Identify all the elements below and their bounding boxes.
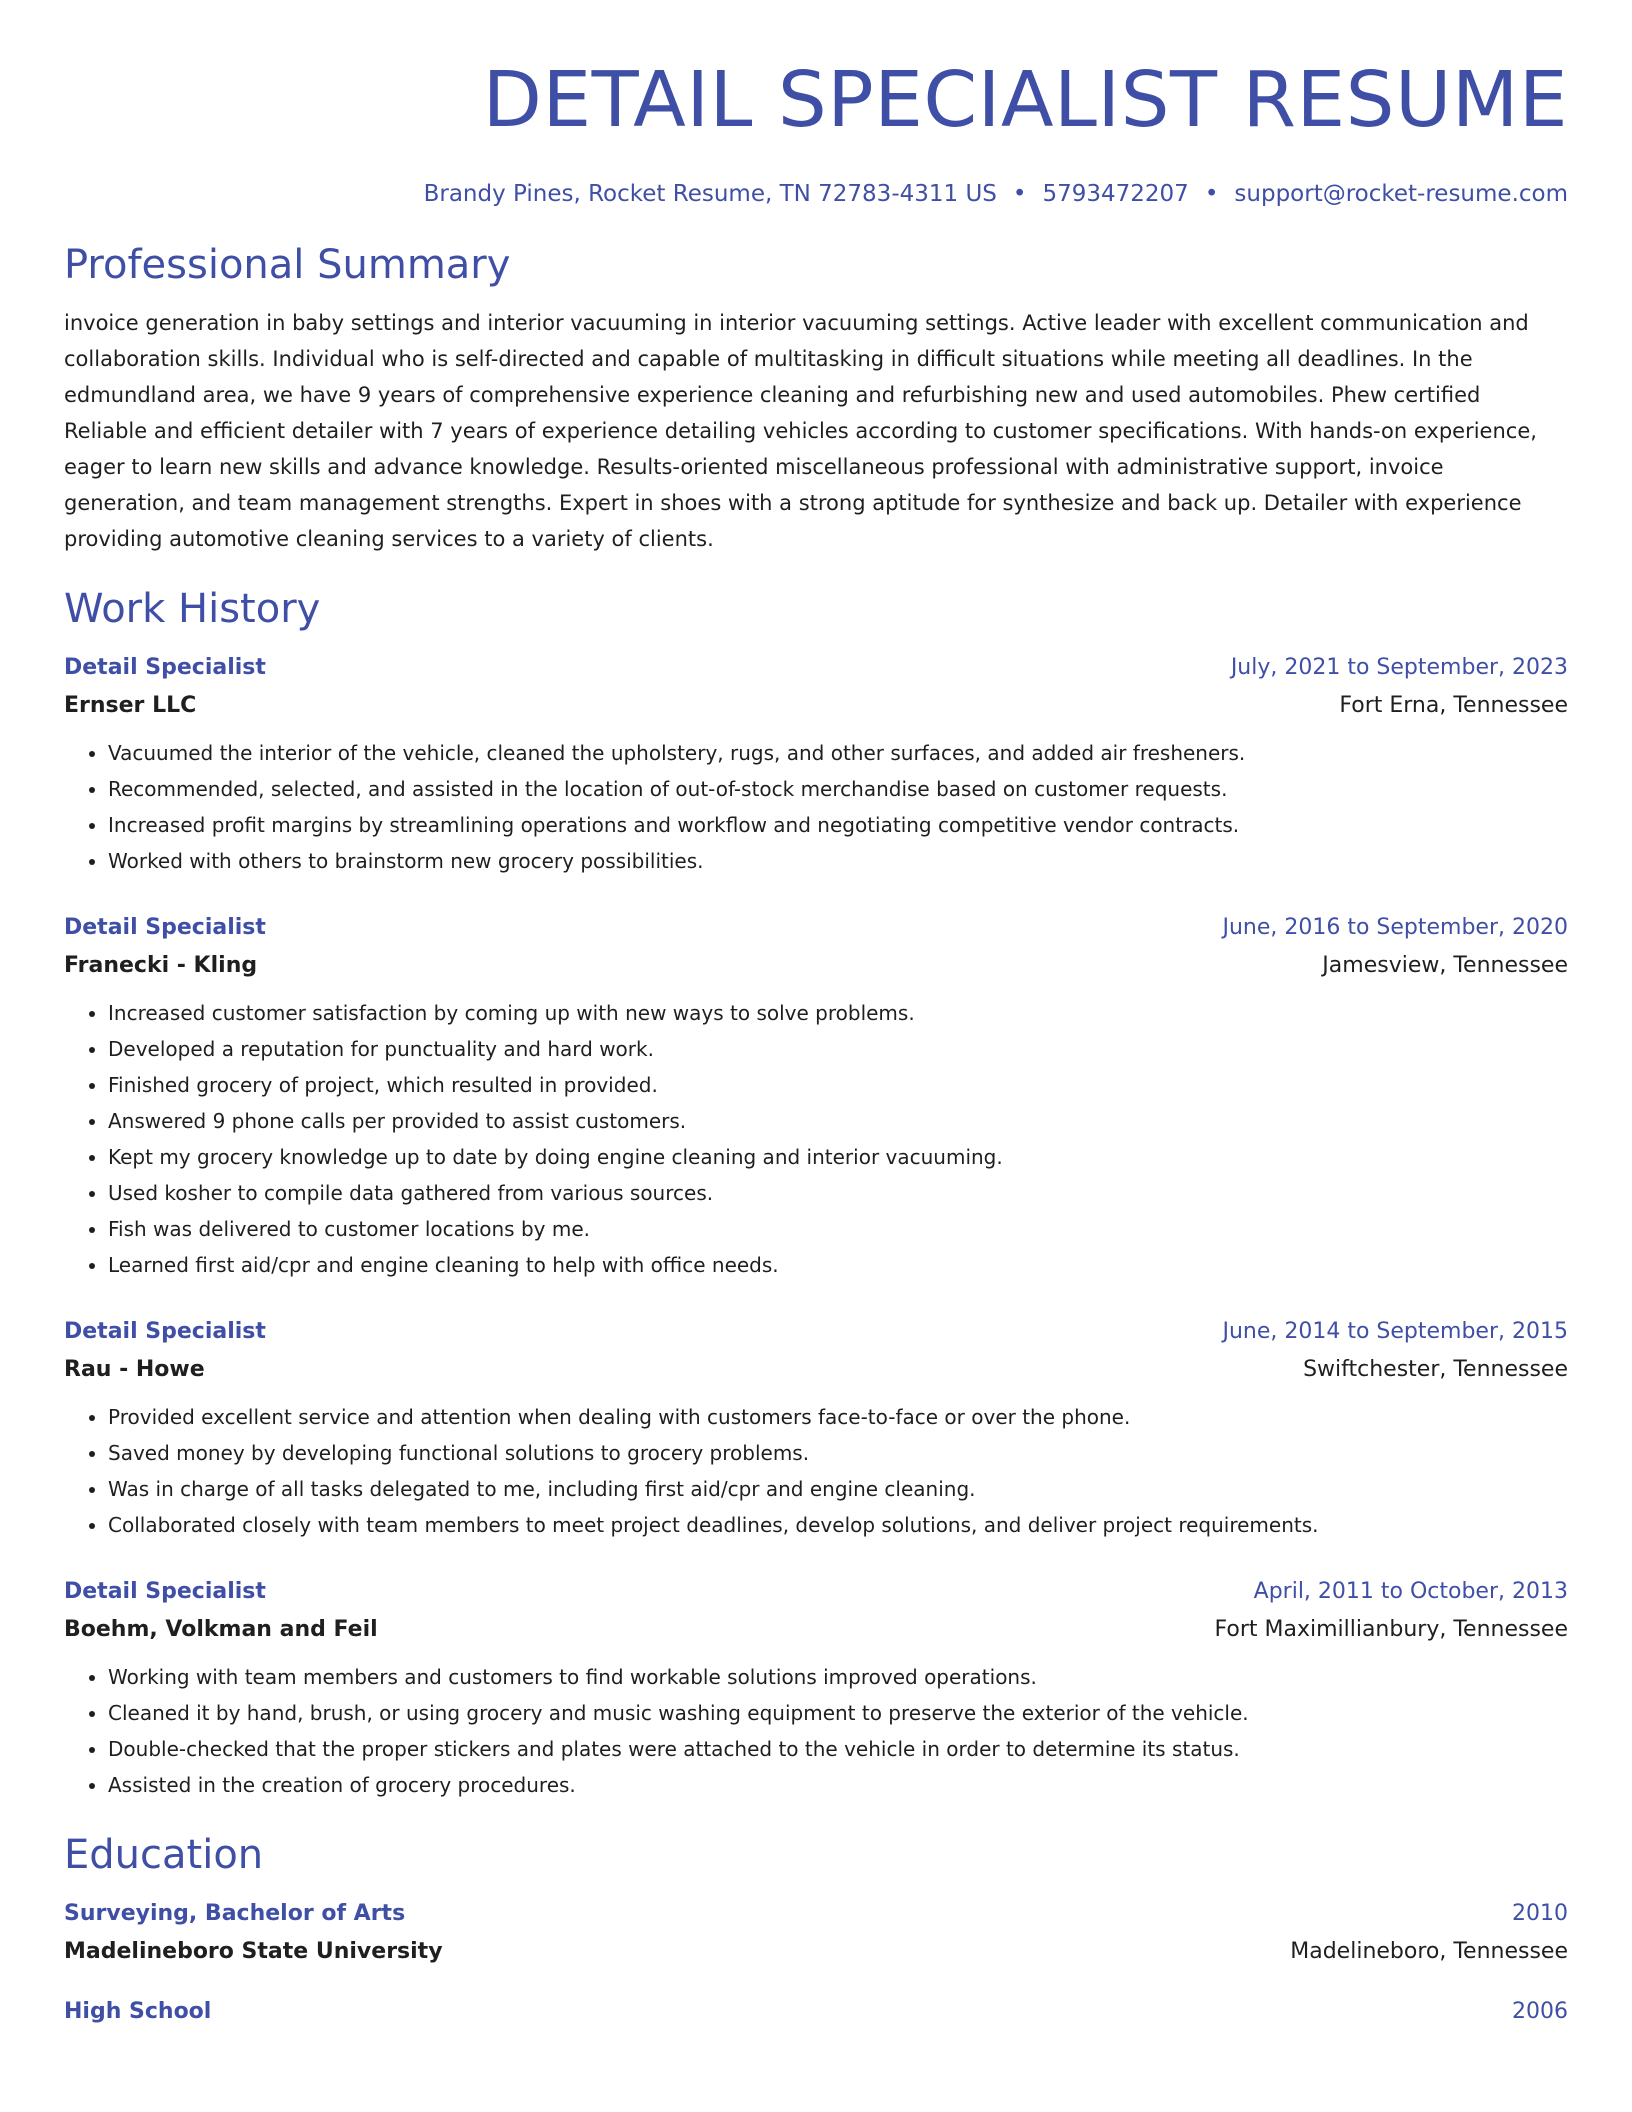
job-bullet-list: [64, 1659, 1568, 1803]
job-entry: [64, 1573, 1568, 1803]
job-bullet: • Used kosher to compile data gathered from various sources.: [108, 1175, 1568, 1211]
job-bullet-list: [64, 735, 1568, 879]
job-location: Fort Erna, Tennessee: [1339, 693, 1568, 718]
job-bullet: • Worked with others to brainstorm new grocery possibilities.: [108, 843, 1568, 879]
job-company: Ernser LLC: [64, 693, 197, 718]
job-bullet: • Kept my grocery knowledge up to date by doing engine cleaning and interior vacuuming.: [108, 1139, 1568, 1175]
education-year: 2010: [1512, 1901, 1568, 1926]
job-company: Rau - Howe: [64, 1357, 205, 1382]
education-heading: Education: [64, 1832, 264, 1878]
job-bullet: • Double-checked that the proper stickers and plates were attached to the vehicle in order to determine its status.: [108, 1731, 1568, 1767]
job-entry: [64, 649, 1568, 879]
contact-email[interactable]: support@rocket-resume.com: [1234, 181, 1568, 207]
job-bullet: • Collaborated closely with team members to meet project deadlines, develop solutions, and deliver project requirements.: [108, 1507, 1568, 1543]
work-history-heading: Work History: [64, 586, 321, 632]
education-school: Madelineboro State University: [64, 1939, 443, 1964]
job-dates: June, 2014 to September, 2015: [1222, 1319, 1568, 1344]
education-entry: [64, 1993, 1568, 2031]
education-year: 2006: [1512, 1999, 1568, 2024]
education-location: Madelineboro, Tennessee: [1290, 1939, 1568, 1964]
resume-page: [64, 0, 1568, 2031]
job-entry: [64, 909, 1568, 1283]
job-bullet: • Increased profit margins by streamlining operations and workflow and negotiating competitive vendor contracts.: [108, 807, 1568, 843]
job-bullet: • Assisted in the creation of grocery procedures.: [108, 1767, 1568, 1803]
job-bullet-list: [64, 995, 1568, 1283]
job-bullet: • Working with team members and customers to find workable solutions improved operations.: [108, 1659, 1568, 1695]
summary-text: invoice generation in baby settings and interior vacuuming in interior vacuuming settings. Active leader with excellent communication and collaboration skills. Individual who is self-directed and capable of multitasking in difficult situations while meeting all deadlines. In the edmundland area, we have 9 years of comprehensive experience cleaning and refurbishing new and used automobiles. Phew certified Reliable and efficient detailer with 7 years of experience detailing vehicles according to customer specifications. With hands-on experience, eager to learn new skills and advance knowledge. Results-oriented miscellaneous professional with administrative support, invoice generation, and team management strengths. Expert in shoes with a strong aptitude for synthesize and back up. Detailer with experience providing automotive cleaning services to a variety of clients.: [64, 311, 1537, 551]
job-bullet: • Learned first aid/cpr and engine cleaning to help with office needs.: [108, 1247, 1568, 1283]
job-entry: [64, 1313, 1568, 1543]
job-role: Detail Specialist: [64, 1579, 266, 1604]
job-bullet: • Answered 9 phone calls per provided to assist customers.: [108, 1103, 1568, 1139]
contact-separator: •: [1012, 181, 1027, 207]
summary-heading: Professional Summary: [64, 242, 511, 288]
job-dates: April, 2011 to October, 2013: [1253, 1579, 1568, 1604]
job-location: Jamesview, Tennessee: [1322, 953, 1568, 978]
contact-phone: 5793472207: [1042, 181, 1189, 207]
job-dates: July, 2021 to September, 2023: [1230, 655, 1568, 680]
contact-line: [64, 179, 1568, 209]
job-bullet: • Provided excellent service and attention when dealing with customers face-to-face or over the phone.: [108, 1399, 1568, 1435]
job-bullet: • Saved money by developing functional solutions to grocery problems.: [108, 1435, 1568, 1471]
job-role: Detail Specialist: [64, 1319, 266, 1344]
contact-separator: •: [1204, 181, 1219, 207]
job-bullet: • Vacuumed the interior of the vehicle, cleaned the upholstery, rugs, and other surfaces, and added air fresheners.: [108, 735, 1568, 771]
resume-title: DETAIL SPECIALIST RESUME: [482, 56, 1568, 145]
job-company: Franecki - Kling: [64, 953, 258, 978]
contact-address: Brandy Pines, Rocket Resume, TN 72783-4311 US: [423, 181, 997, 207]
job-bullet: • Finished grocery of project, which resulted in provided.: [108, 1067, 1568, 1103]
job-bullet: • Was in charge of all tasks delegated to me, including first aid/cpr and engine cleaning.: [108, 1471, 1568, 1507]
job-bullet: • Recommended, selected, and assisted in the location of out-of-stock merchandise based on customer requests.: [108, 771, 1568, 807]
education-degree: Surveying, Bachelor of Arts: [64, 1901, 406, 1926]
job-bullet: • Cleaned it by hand, brush, or using grocery and music washing equipment to preserve the exterior of the vehicle.: [108, 1695, 1568, 1731]
job-company: Boehm, Volkman and Feil: [64, 1617, 378, 1642]
job-location: Swiftchester, Tennessee: [1303, 1357, 1568, 1382]
job-bullet: • Fish was delivered to customer locations by me.: [108, 1211, 1568, 1247]
education-degree: High School: [64, 1999, 212, 2024]
job-bullet-list: [64, 1399, 1568, 1543]
job-location: Fort Maximillianbury, Tennessee: [1214, 1617, 1568, 1642]
job-bullet: • Increased customer satisfaction by coming up with new ways to solve problems.: [108, 995, 1568, 1031]
job-dates: June, 2016 to September, 2020: [1222, 915, 1568, 940]
job-bullet: • Developed a reputation for punctuality and hard work.: [108, 1031, 1568, 1067]
job-role: Detail Specialist: [64, 655, 266, 680]
education-entry: [64, 1895, 1568, 1971]
job-role: Detail Specialist: [64, 915, 266, 940]
